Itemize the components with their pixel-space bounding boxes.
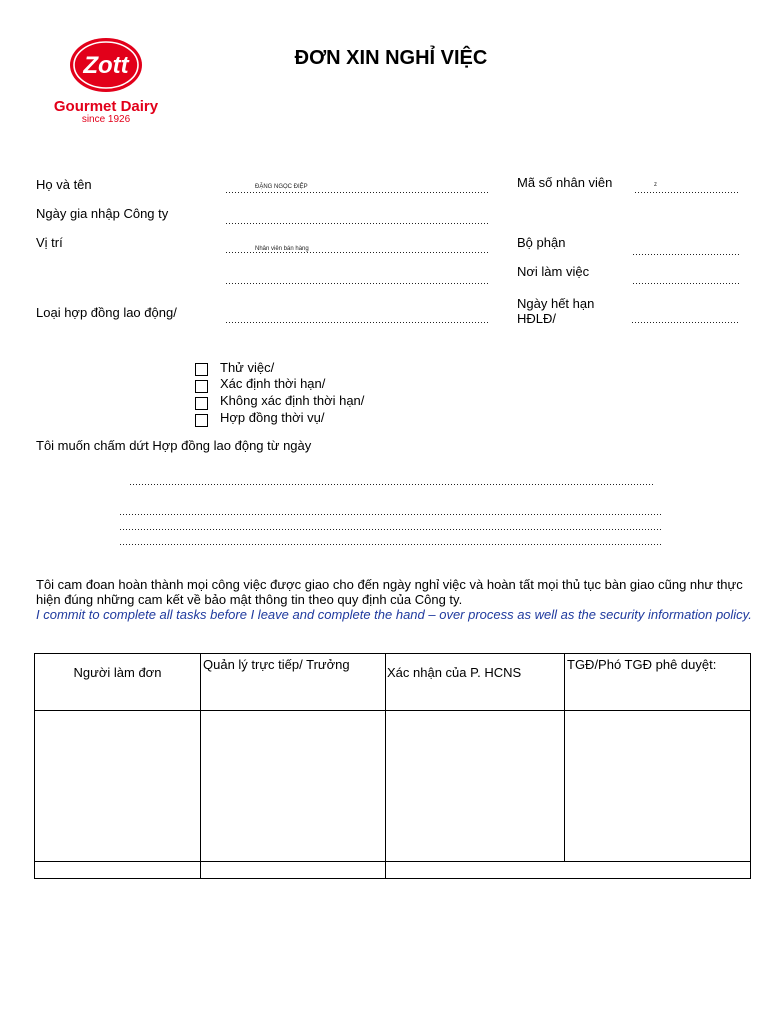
checkbox-seasonal <box>195 414 208 427</box>
logo-wordmark: Zott <box>83 52 129 79</box>
reason-fill-line-3 <box>120 544 662 545</box>
position-fill-line-2 <box>226 283 488 284</box>
workplace-fill-line <box>633 283 739 284</box>
zott-logo-badge <box>68 37 144 93</box>
contract-end-fill-line <box>632 322 739 323</box>
contract-end-label-line2: HĐLĐ/ <box>517 311 557 326</box>
option-seasonal-label: Hợp đồng thời vụ/ <box>220 410 325 425</box>
header-cell-director <box>565 654 750 710</box>
commitment-en: I commit to complete all tasks before I leave and complete the hand – over process as well as the security information policy. <box>36 607 752 622</box>
contract-end-label: Ngày hết hạn <box>517 296 595 311</box>
position-label: Vị trí <box>36 235 63 250</box>
signature-cell-applicant <box>35 711 200 861</box>
header-applicant: Người làm đơn <box>73 665 162 680</box>
employee-id-fill-line <box>635 192 738 193</box>
full-name-fill-line <box>226 192 488 193</box>
full-name-value: ĐẶNG NGỌC ĐIỆP <box>255 184 308 190</box>
department-label: Bộ phận <box>517 235 566 250</box>
header-cell-hr <box>386 654 564 710</box>
header-director: TGĐ/Phó TGĐ phê duyệt: <box>567 657 717 672</box>
footer-cell-approval <box>386 862 750 878</box>
header-manager: Quản lý trực tiếp/ Trưởng <box>203 657 350 672</box>
checkbox-probation <box>195 363 208 376</box>
employee-id-label: Mã số nhân viên <box>517 175 613 190</box>
brand-tagline: Gourmet Dairy <box>53 98 159 115</box>
header-cell-applicant <box>35 654 200 710</box>
signature-cell-manager <box>201 711 385 861</box>
signature-cell-director <box>565 711 750 861</box>
header-hr: Xác nhận của P. HCNS <box>387 665 522 680</box>
checkbox-indefinite-term <box>195 397 208 410</box>
commitment-vi-line-2: hiện đúng những cam kết về bảo mật thông tin theo quy định của Công ty. <box>36 592 463 607</box>
footer-cell-applicant <box>35 862 200 878</box>
signature-cell-hr <box>386 711 564 861</box>
workplace-label: Nơi làm việc <box>517 264 590 279</box>
header-cell-manager <box>201 654 385 710</box>
commitment-vi-line-1: Tôi cam đoan hoàn thành mọi công việc được giao cho đến ngày nghỉ việc và hoàn tất mọi thủ tục bàn giao cũng như thực <box>36 577 743 592</box>
full-name-label: Họ và tên <box>36 177 92 192</box>
page-title: ĐƠN XIN NGHỈ VIỆC <box>294 47 488 69</box>
position-value: Nhân viên bán hàng <box>255 246 309 252</box>
termination-date-fill-line <box>130 484 653 485</box>
employee-id-value: z <box>654 182 657 188</box>
join-date-label: Ngày gia nhập Công ty <box>36 206 169 221</box>
brand-since: since 1926 <box>81 114 131 125</box>
contract-type-fill-line <box>226 322 488 323</box>
join-date-fill-line <box>226 223 488 224</box>
checkbox-fixed-term <box>195 380 208 393</box>
signature-table <box>34 653 751 879</box>
reason-fill-line-2 <box>120 529 662 530</box>
option-probation-label: Thử việc/ <box>220 360 275 375</box>
contract-type-label: Loại hợp đồng lao động/ <box>36 305 177 320</box>
reason-fill-line-1 <box>120 514 662 515</box>
option-fixed-term-label: Xác định thời hạn/ <box>220 376 326 391</box>
termination-statement: Tôi muốn chấm dứt Hợp đồng lao động từ ngày <box>36 438 312 453</box>
footer-cell-manager <box>201 862 385 878</box>
department-fill-line <box>633 254 739 255</box>
option-indefinite-term-label: Không xác định thời hạn/ <box>220 393 365 408</box>
